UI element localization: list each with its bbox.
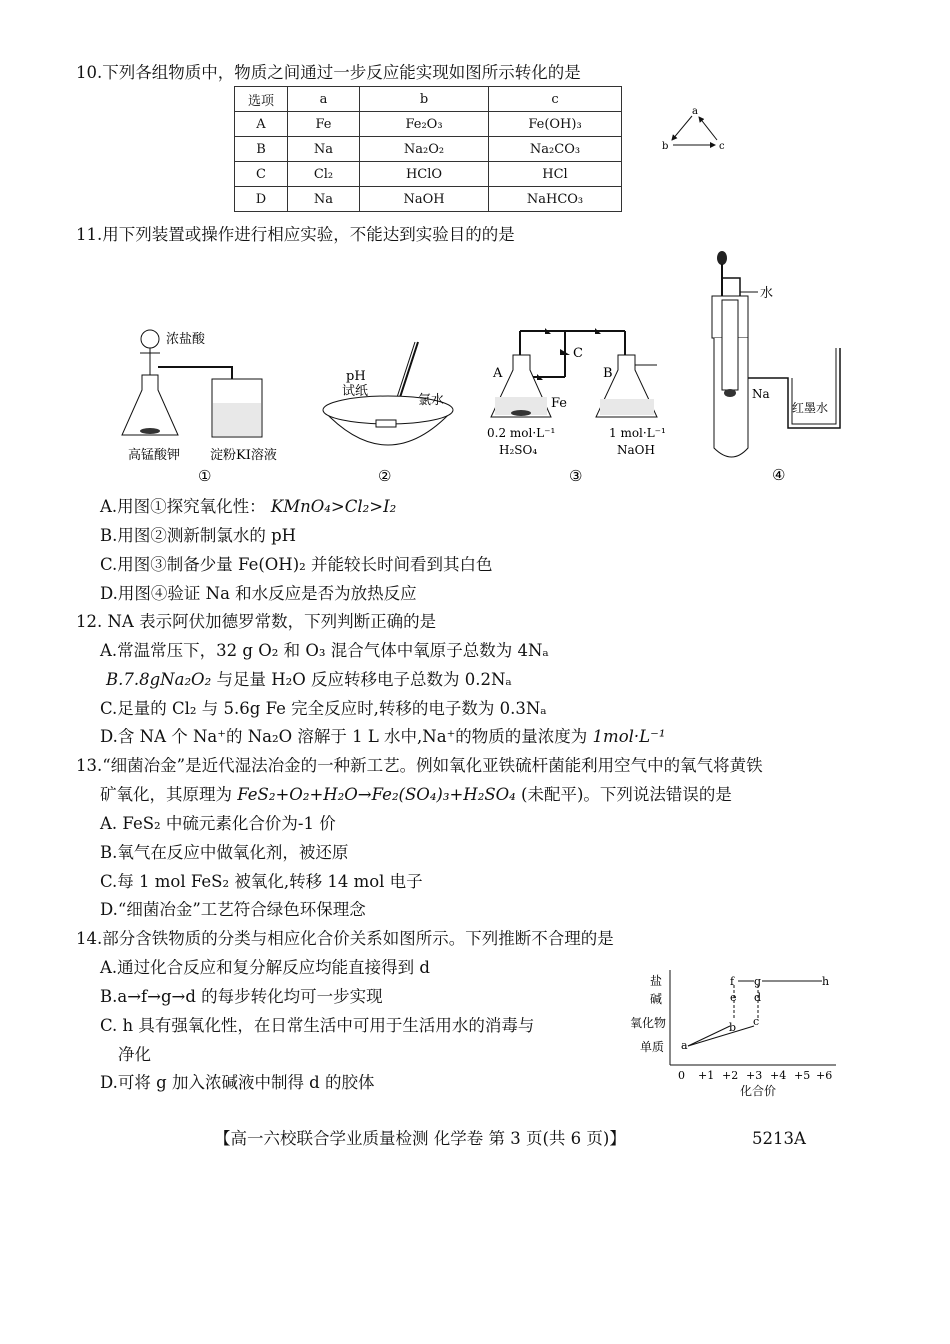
apparatus-figure-3: [485, 325, 675, 485]
x-tick-label: 0: [678, 1069, 685, 1082]
figure-number-1: ①: [198, 467, 212, 485]
q13-stem2b: (未配平)。下列说法错误的是: [521, 785, 732, 804]
q12-stem: 12. NA 表示阿伏加德罗常数，下列判断正确的是: [76, 612, 437, 631]
x-tick-label: +1: [698, 1069, 715, 1082]
label-flask-b: B: [603, 366, 613, 381]
q10-stem: 10.下列各组物质中，物质之间通过一步反应能实现如图所示转化的是: [76, 63, 581, 82]
q14-stem: 14.部分含铁物质的分类与相应化合价关系如图所示。下列推断不合理的是: [76, 929, 614, 948]
q13-option-c: C.每 1 mol FeS₂ 被氧化,转移 14 mol 电子: [100, 872, 423, 891]
q11-option-c: C.用图③制备少量 Fe(OH)₂ 并能较长时间看到其白色: [100, 555, 493, 574]
point-label-b: b: [729, 1021, 737, 1034]
q14-option-c-line1: C. h 具有强氧化性，在日常生活中可用于生活用水的消毒与: [100, 1016, 535, 1035]
table-header-cell: c: [489, 87, 622, 112]
y-label-salt: 盐: [650, 974, 663, 988]
table-cell: HClO: [360, 162, 489, 187]
point-label-c: c: [753, 1015, 760, 1028]
x-tick-label: +4: [770, 1069, 787, 1082]
table-header-cell: a: [288, 87, 360, 112]
option-b-formula: B.7.8gNa₂O₂: [106, 670, 212, 689]
option-d-text: D.含 NA 个 Na⁺的 Na₂O 溶解于 1 L 水中,Na⁺的物质的量浓度为: [100, 727, 588, 746]
triangle-label-b: b: [662, 141, 669, 152]
table-header-cell: 选项: [235, 87, 288, 112]
q12-option-c: C.足量的 Cl₂ 与 5.6g Fe 完全反应时,转移的电子数为 0.3Nₐ: [100, 699, 547, 718]
iron-valence-chart: [626, 965, 846, 1100]
table-cell: NaOH: [360, 187, 489, 212]
table-row: [235, 112, 622, 137]
x-tick-label: +3: [746, 1069, 763, 1082]
label-left-h2so4: H₂SO₄: [499, 443, 538, 457]
y-label-oxide: 氧化物: [630, 1016, 667, 1030]
y-label-base: 碱: [650, 992, 663, 1006]
table-cell: Cl₂: [288, 162, 360, 187]
q11-option-a: [100, 496, 396, 518]
label-starch-ki: 淀粉KI溶液: [210, 448, 277, 463]
y-label-element: 单质: [640, 1040, 665, 1054]
label-water: 水: [760, 286, 774, 301]
paper-code: 5213A: [752, 1129, 806, 1148]
table-cell: Fe₂O₃: [360, 112, 489, 137]
label-valve-c: C: [573, 346, 583, 361]
option-b-text: 与足量 H₂O 反应转移电子总数为 0.2Nₐ: [216, 670, 512, 689]
label-fe: Fe: [551, 396, 568, 411]
label-na: Na: [752, 387, 770, 401]
point-label-e: e: [730, 991, 737, 1004]
label-left-conc: 0.2 mol·L⁻¹: [487, 426, 556, 440]
table-cell: HCl: [489, 162, 622, 187]
q11-option-d: D.用图④验证 Na 和水反应是否为放热反应: [100, 584, 417, 603]
figure-number-2: ②: [378, 467, 392, 485]
option-a-text: A.用图①探究氧化性：: [100, 497, 266, 516]
q12-option-d: [100, 726, 665, 748]
label-chlorine-water: 氯水: [418, 393, 445, 408]
point-label-h: h: [822, 975, 830, 988]
table-row: [235, 137, 622, 162]
label-flask-a: A: [493, 366, 503, 381]
table-cell: Na: [288, 137, 360, 162]
apparatus-figure-4: [700, 248, 860, 483]
table-cell: Fe(OH)₃: [489, 112, 622, 137]
figure-number-4: ④: [772, 466, 786, 483]
point-label-g: g: [754, 975, 762, 988]
apparatus-figure-1: [120, 315, 295, 485]
table-header-cell: b: [360, 87, 489, 112]
table-row: [235, 187, 622, 212]
label-test-paper: 试纸: [342, 384, 369, 399]
conversion-triangle-diagram: [655, 100, 735, 158]
x-tick-label: +6: [816, 1069, 833, 1082]
label-right-naoh: NaOH: [617, 443, 655, 457]
x-tick-label: +5: [794, 1069, 811, 1082]
q13-stem-line1: 13.“细菌冶金”是近代湿法冶金的一种新工艺。例如氧化亚铁硫杆菌能利用空气中的氧气将黄铁: [76, 756, 763, 775]
q13-stem2a: 矿氧化，其原理为: [100, 785, 232, 804]
label-red-ink: 红墨水: [792, 401, 829, 415]
table-cell: A: [235, 112, 288, 137]
table-cell: D: [235, 187, 288, 212]
q13-option-d: D.“细菌冶金”工艺符合绿色环保理念: [100, 900, 366, 919]
label-conc-hcl: 浓盐酸: [166, 332, 206, 347]
q13-equation: FeS₂+O₂+H₂O→Fe₂(SO₄)₃+H₂SO₄: [237, 785, 516, 804]
q12-option-b: [106, 669, 512, 691]
apparatus-figure-2: [318, 340, 458, 485]
table-header-row: [235, 87, 622, 112]
q12-option-a: A.常温常压下，32 g O₂ 和 O₃ 混合气体中氧原子总数为 4Nₐ: [100, 641, 549, 660]
table-cell: Fe: [288, 112, 360, 137]
q11-option-b: B.用图②测新制氯水的 pH: [100, 526, 297, 545]
q14-option-c-line2: 净化: [118, 1045, 151, 1064]
label-ph: pH: [346, 369, 366, 384]
table-cell: Na: [288, 187, 360, 212]
option-d-formula: 1mol·L⁻¹: [592, 727, 666, 746]
q13-option-a: A. FeS₂ 中硫元素化合价为-1 价: [100, 814, 336, 833]
point-label-d: d: [754, 991, 762, 1004]
option-a-formula: KMnO₄>Cl₂>I₂: [270, 497, 397, 516]
table-cell: NaHCO₃: [489, 187, 622, 212]
page-footer: 【高一六校联合学业质量检测 化学卷 第 3 页(共 6 页)】: [214, 1129, 626, 1148]
table-cell: C: [235, 162, 288, 187]
q10-table: [234, 86, 622, 212]
table-row: [235, 162, 622, 187]
label-right-conc: 1 mol·L⁻¹: [609, 426, 666, 440]
q14-option-a: A.通过化合反应和复分解反应均能直接得到 d: [100, 958, 430, 977]
q11-stem: 11.用下列装置或操作进行相应实验，不能达到实验目的的是: [76, 225, 515, 244]
q13-stem-line2: [100, 784, 732, 806]
point-label-a: a: [681, 1039, 688, 1052]
triangle-label-c: c: [719, 141, 725, 152]
q13-option-b: B.氧气在反应中做氧化剂，被还原: [100, 843, 349, 862]
q14-option-d: D.可将 g 加入浓碱液中制得 d 的胶体: [100, 1073, 375, 1092]
label-kmno4: 高锰酸钾: [128, 448, 181, 463]
figure-number-3: ③: [569, 467, 583, 485]
table-cell: B: [235, 137, 288, 162]
x-tick-label: +2: [722, 1069, 739, 1082]
x-axis-title: 化合价: [740, 1084, 777, 1098]
point-label-f: f: [730, 975, 735, 988]
triangle-label-a: a: [692, 106, 698, 117]
table-cell: Na₂CO₃: [489, 137, 622, 162]
q14-option-b: B.a→f→g→d 的每步转化均可一步实现: [100, 987, 383, 1006]
table-cell: Na₂O₂: [360, 137, 489, 162]
